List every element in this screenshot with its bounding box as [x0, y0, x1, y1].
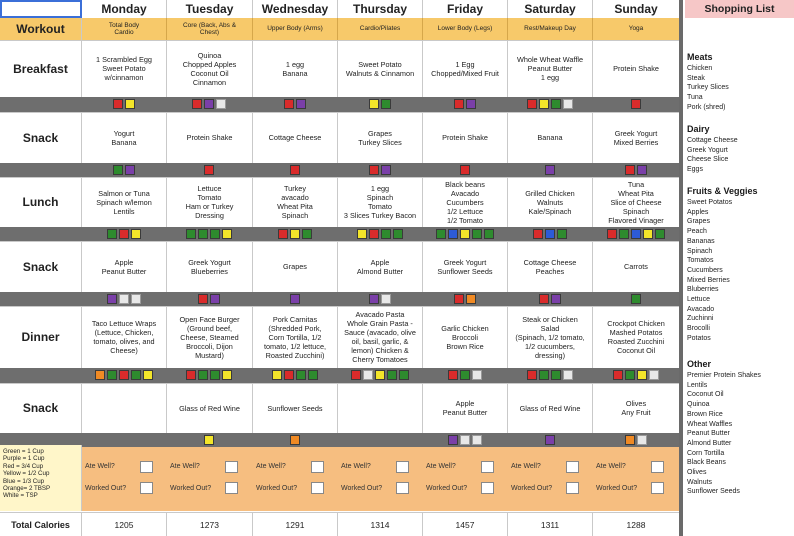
shopping-item[interactable]: Potatos [687, 334, 711, 342]
meal-cell[interactable]: Protein Shake [423, 112, 508, 163]
meal-cell[interactable]: Whole Wheat Waffle Peanut Butter 1 egg [508, 40, 593, 97]
portion-square-green [625, 370, 635, 380]
portion-square-purple [369, 294, 379, 304]
shopping-category-dairy: Dairy [687, 124, 710, 134]
shopping-item[interactable]: Steak [687, 74, 705, 82]
portion-square-red [284, 99, 294, 109]
shopping-item[interactable]: Pork (shred) [687, 103, 726, 111]
calorie-total: 1273 [167, 513, 253, 536]
worked-out-label: Worked Out? [170, 485, 212, 492]
ate-well-checkbox[interactable] [225, 461, 238, 473]
portion-square-green [631, 294, 641, 304]
meal-cell[interactable]: Greek Yogurt Blueberries [167, 241, 253, 292]
portion-band [0, 163, 680, 177]
ate-well-checkbox[interactable] [481, 461, 494, 473]
meal-cell[interactable]: Salmon or Tuna Spinach w/lemon Lentils [82, 177, 167, 227]
ate-well-label: Ate Well? [511, 463, 541, 470]
portion-square-purple [551, 294, 561, 304]
portion-square-red [284, 370, 294, 380]
worked-out-label: Worked Out? [341, 485, 383, 492]
portion-square-green [113, 165, 123, 175]
row-divider [0, 40, 680, 41]
workout-cell[interactable]: Upper Body (Arms) [253, 18, 338, 40]
meal-cell[interactable]: Quinoa Chopped Apples Coconut Oil Cinnamon [167, 40, 253, 97]
shopping-item[interactable]: Brocolli [687, 325, 710, 333]
meal-cell[interactable]: Apple Almond Butter [338, 241, 423, 292]
shopping-item[interactable]: Bananas [687, 237, 715, 245]
portion-square-yellow [369, 99, 379, 109]
shopping-item[interactable]: Cottage Cheese [687, 137, 738, 144]
shopping-item[interactable]: Cucumbers [687, 266, 723, 274]
portion-square-red [186, 370, 196, 380]
shopping-item[interactable]: Peach [687, 228, 707, 236]
day-header-thursday: Thursday [338, 0, 423, 18]
portion-square-white [119, 294, 129, 304]
portion-square-green [436, 229, 446, 239]
meal-label-snack: Snack [0, 112, 82, 163]
meal-cell[interactable]: Steak or Chicken Salad (Spinach, 1/2 tomato, 1/2 cucumbers, dressing) [508, 306, 593, 368]
meal-label-dinner: Dinner [0, 306, 82, 368]
shopping-item[interactable]: Premier Protein Shakes [687, 372, 761, 379]
portion-square-yellow [204, 435, 214, 445]
ate-well-label: Ate Well? [85, 463, 115, 470]
meal-label-lunch: Lunch [0, 177, 82, 227]
portion-square-red [204, 165, 214, 175]
portion-square-purple [545, 435, 555, 445]
portion-square-orange [466, 294, 476, 304]
meal-cell[interactable]: Cottage Cheese Peaches [508, 241, 593, 292]
meal-cell[interactable]: Apple Peanut Butter [423, 383, 508, 433]
portion-band [0, 292, 680, 306]
meal-cell[interactable]: Garlic Chicken Broccoli Brown Rice [423, 306, 508, 368]
shopping-item[interactable]: Mixed Berries [687, 276, 730, 284]
meal-cell[interactable]: Pork Carnitas (Shredded Pork, Corn Tortilla, 1/2 tomato, 1/2 lettuce, Roasted Zucchini) [253, 306, 338, 368]
portion-square-yellow [272, 370, 282, 380]
ate-well-label: Ate Well? [341, 463, 371, 470]
portion-square-white [649, 370, 659, 380]
portion-square-purple [125, 165, 135, 175]
portion-square-green [460, 370, 470, 380]
shopping-item[interactable]: Brown Rice [687, 410, 723, 418]
portion-square-yellow [222, 229, 232, 239]
shopping-item[interactable]: Coconut Oil [687, 391, 724, 399]
meal-cell[interactable]: Crockpot Chicken Mashed Potatos Roasted Zucchini Coconut Oil [593, 306, 680, 368]
portion-square-yellow [143, 370, 153, 380]
shopping-item[interactable]: Zuchinni [687, 315, 714, 323]
row-divider [0, 112, 680, 113]
shopping-item[interactable]: Tuna [687, 94, 703, 102]
worked-out-checkbox[interactable] [651, 482, 664, 494]
ate-well-label: Ate Well? [426, 463, 456, 470]
calorie-total: 1288 [593, 513, 680, 536]
shopping-category-fruits-veggies: Fruits & Veggies [687, 186, 758, 196]
row-divider [0, 383, 680, 384]
shopping-category-meats: Meats [687, 52, 713, 62]
legend-item: Orange= 2 TBSP [3, 485, 51, 493]
worked-out-checkbox[interactable] [311, 482, 324, 494]
row-divider [0, 306, 680, 307]
portion-square-green [131, 370, 141, 380]
portion-square-red [527, 370, 537, 380]
portion-square-green [381, 229, 391, 239]
worked-out-label: Worked Out? [85, 485, 127, 492]
portion-square-purple [466, 99, 476, 109]
portion-square-red [527, 99, 537, 109]
workout-cell[interactable]: Yoga [593, 18, 680, 40]
meal-label-snack: Snack [0, 241, 82, 292]
portion-square-green [107, 370, 117, 380]
portion-square-white [381, 294, 391, 304]
portion-square-red [625, 165, 635, 175]
portion-square-white [216, 99, 226, 109]
portion-square-green [655, 229, 665, 239]
shopping-item[interactable]: Sweet Potatos [687, 199, 733, 206]
worked-out-checkbox[interactable] [396, 482, 409, 494]
shopping-list-title: Shopping List [685, 0, 794, 18]
daily-checklist-area [82, 447, 680, 511]
calorie-total: 1291 [253, 513, 338, 536]
shopping-item[interactable]: Cheese Slice [687, 156, 729, 164]
meal-cell[interactable]: Taco Lettuce Wraps (Lettuce, Chicken, tomato, olives, and Cheese) [82, 306, 167, 368]
ate-well-label: Ate Well? [596, 463, 626, 470]
portion-square-green [302, 229, 312, 239]
portion-square-yellow [539, 99, 549, 109]
portion-square-red [454, 294, 464, 304]
legend-item: White = TSP [3, 492, 38, 500]
legend-item: Yellow = 1/2 Cup [3, 470, 50, 478]
portion-square-green [296, 370, 306, 380]
day-header-friday: Friday [423, 0, 508, 18]
portion-square-red [460, 165, 470, 175]
row-divider [0, 177, 680, 178]
portion-square-red [278, 229, 288, 239]
portion-square-green [539, 370, 549, 380]
meal-cell[interactable]: Cottage Cheese [253, 112, 338, 163]
portion-square-orange [290, 435, 300, 445]
meal-cell[interactable]: 1 Egg Chopped/Mixed Fruit [423, 40, 508, 97]
portion-square-red [113, 99, 123, 109]
shopping-item[interactable]: Bluberries [687, 286, 719, 294]
portion-square-purple [448, 435, 458, 445]
meal-cell[interactable]: Glass of Red Wine [508, 383, 593, 433]
portion-square-white [563, 99, 573, 109]
worked-out-label: Worked Out? [596, 485, 638, 492]
shopping-item[interactable]: Almond Butter [687, 439, 732, 447]
portion-square-red [192, 99, 202, 109]
portion-square-green [472, 229, 482, 239]
meal-label-breakfast: Breakfast [0, 40, 82, 97]
row-divider [0, 241, 680, 242]
portion-band [0, 433, 680, 447]
meal-cell[interactable]: Greek Yogurt Mixed Berries [593, 112, 680, 163]
meal-cell[interactable]: Protein Shake [593, 40, 680, 97]
portion-band [0, 97, 680, 112]
portion-square-yellow [357, 229, 367, 239]
row-divider [0, 512, 680, 513]
portion-square-green [198, 370, 208, 380]
meal-cell[interactable]: Olives Any Fruit [593, 383, 680, 433]
portion-square-red [351, 370, 361, 380]
worked-out-label: Worked Out? [256, 485, 298, 492]
meal-cell[interactable]: Grapes [253, 241, 338, 292]
legend-item: Purple = 1 Cup [3, 455, 45, 463]
portion-square-green [107, 229, 117, 239]
ate-well-checkbox[interactable] [566, 461, 579, 473]
worked-out-checkbox[interactable] [225, 482, 238, 494]
portion-square-blue [631, 229, 641, 239]
shopping-list-panel [683, 0, 794, 536]
meal-cell[interactable]: 1 egg Spinach Tomato 3 Slices Turkey Bacon [338, 177, 423, 227]
total-calories-label: Total Calories [0, 513, 82, 536]
legend-item: Green = 1 Cup [3, 448, 44, 455]
meal-cell[interactable]: 1 egg Banana [253, 40, 338, 97]
shopping-item[interactable]: Peanut Butter [687, 430, 730, 438]
day-header-monday: Monday [82, 0, 167, 18]
portion-square-purple [290, 294, 300, 304]
portion-square-red [454, 99, 464, 109]
portion-square-orange [625, 435, 635, 445]
portion-square-green [210, 229, 220, 239]
portion-square-purple [107, 294, 117, 304]
calorie-total: 1457 [423, 513, 508, 536]
meal-cell[interactable]: Avacado Pasta Whole Grain Pasta - Sauce (avacado, olive oil, basil, garlic, & lemon) Chicken & Cherry Tomatoes [338, 306, 423, 368]
shopping-item[interactable]: Wheat Waffles [687, 420, 733, 428]
day-header-tuesday: Tuesday [167, 0, 253, 18]
portion-square-green [551, 99, 561, 109]
header-corner-cell[interactable] [0, 0, 82, 18]
shopping-item[interactable]: Lentils [687, 381, 708, 389]
portion-square-purple [381, 165, 391, 175]
meal-label-snack: Snack [0, 383, 82, 433]
shopping-item[interactable]: Black Beans [687, 459, 726, 467]
meal-cell[interactable]: 1 Scrambled Egg Sweet Potato w/cinnamon [82, 40, 167, 97]
portion-square-blue [545, 229, 555, 239]
shopping-item[interactable]: Turkey Slices [687, 84, 729, 92]
meal-cell[interactable]: Grapes Turkey Slices [338, 112, 423, 163]
portion-square-white [637, 435, 647, 445]
portion-square-green [210, 370, 220, 380]
portion-square-green [399, 370, 409, 380]
worked-out-checkbox[interactable] [481, 482, 494, 494]
ate-well-checkbox[interactable] [140, 461, 153, 473]
portion-square-green [381, 99, 391, 109]
meal-cell[interactable]: Banana [508, 112, 593, 163]
legend-item: Red = 3/4 Cup [3, 462, 44, 470]
worked-out-checkbox[interactable] [140, 482, 153, 494]
meal-cell[interactable] [338, 383, 423, 433]
shopping-item[interactable]: Avacado [687, 305, 715, 313]
portion-square-white [563, 370, 573, 380]
shopping-item[interactable]: Chicken [687, 65, 713, 72]
workout-cell[interactable]: Total Body Cardio [82, 18, 167, 40]
meal-cell[interactable]: Glass of Red Wine [167, 383, 253, 433]
portion-square-green [308, 370, 318, 380]
shopping-category-other: Other [687, 359, 712, 369]
portion-square-red [290, 165, 300, 175]
shopping-item[interactable]: Olives [687, 469, 707, 476]
shopping-item[interactable]: Quinoa [687, 401, 710, 409]
portion-square-white [460, 435, 470, 445]
portion-square-green [619, 229, 629, 239]
ate-well-label: Ate Well? [256, 463, 286, 470]
portion-square-yellow [637, 370, 647, 380]
portion-square-yellow [290, 229, 300, 239]
meal-cell[interactable]: Turkey avacado Wheat Pita Spinach [253, 177, 338, 227]
portion-square-red [448, 370, 458, 380]
portion-square-purple [204, 99, 214, 109]
portion-square-purple [296, 99, 306, 109]
meal-cell[interactable]: Carrots [593, 241, 680, 292]
meal-cell[interactable]: Protein Shake [167, 112, 253, 163]
shopping-item[interactable]: Tomatos [687, 257, 714, 265]
portion-square-green [551, 370, 561, 380]
portion-square-red [198, 294, 208, 304]
ate-well-checkbox[interactable] [311, 461, 324, 473]
shopping-item[interactable]: Greek Yogurt [687, 146, 728, 154]
worked-out-label: Worked Out? [511, 485, 553, 492]
portion-square-red [369, 165, 379, 175]
shopping-item[interactable]: Apples [687, 208, 709, 216]
portion-square-red [631, 99, 641, 109]
workout-cell[interactable]: Cardio/Pilates [338, 18, 423, 40]
workout-row-label: Workout [0, 18, 82, 40]
calorie-total: 1314 [338, 513, 423, 536]
meal-cell[interactable]: Greek Yogurt Sunflower Seeds [423, 241, 508, 292]
day-header-wednesday: Wednesday [253, 0, 338, 18]
portion-square-green [484, 229, 494, 239]
portion-square-orange [95, 370, 105, 380]
shopping-item[interactable]: Eggs [687, 166, 703, 174]
portion-square-yellow [222, 370, 232, 380]
meal-cell[interactable] [82, 383, 167, 433]
ate-well-label: Ate Well? [170, 463, 200, 470]
legend-item: Blue = 1/3 Cup [3, 477, 45, 485]
meal-cell[interactable]: Apple Peanut Butter [82, 241, 167, 292]
meal-cell[interactable]: Tuna Wheat Pita Slice of Cheese Spinach Flavored Vinager [593, 177, 680, 227]
meal-cell[interactable]: Black beans Avacado Cucumbers 1/2 Lettuce 1/2 Tomato [423, 177, 508, 227]
meal-cell[interactable]: Sweet Potato Walnuts & Cinnamon [338, 40, 423, 97]
portion-square-purple [637, 165, 647, 175]
portion-square-purple [545, 165, 555, 175]
portion-square-white [131, 294, 141, 304]
portion-square-red [119, 370, 129, 380]
portion-square-yellow [460, 229, 470, 239]
day-header-sunday: Sunday [593, 0, 680, 18]
portion-square-yellow [643, 229, 653, 239]
shopping-item[interactable]: Sunflower Seeds [687, 488, 740, 496]
meal-cell[interactable]: Grilled Chicken Walnuts Kale/Spinach [508, 177, 593, 227]
portion-square-green [198, 229, 208, 239]
shopping-item[interactable]: Spinach [687, 247, 713, 255]
meal-cell[interactable]: Lettuce Tomato Ham or Turkey Dressing [167, 177, 253, 227]
workout-cell[interactable]: Core (Back, Abs & Chest) [167, 18, 253, 40]
portion-square-red [119, 229, 129, 239]
calorie-total: 1311 [508, 513, 593, 536]
portion-square-yellow [375, 370, 385, 380]
shopping-item[interactable]: Corn Tortilla [687, 449, 725, 457]
ate-well-checkbox[interactable] [396, 461, 409, 473]
portion-square-red [539, 294, 549, 304]
worked-out-checkbox[interactable] [566, 482, 579, 494]
portion-square-green [186, 229, 196, 239]
portion-square-yellow [131, 229, 141, 239]
shopping-item[interactable]: Lettuce [687, 296, 710, 303]
meal-cell[interactable]: Yogurt Banana [82, 112, 167, 163]
portion-square-red [607, 229, 617, 239]
portion-square-purple [210, 294, 220, 304]
calorie-total: 1205 [82, 513, 167, 536]
portion-square-blue [448, 229, 458, 239]
portion-square-white [472, 370, 482, 380]
shopping-item[interactable]: Walnuts [687, 478, 713, 486]
portion-square-green [557, 229, 567, 239]
meal-cell[interactable]: Sunflower Seeds [253, 383, 338, 433]
portion-square-green [393, 229, 403, 239]
portion-square-red [533, 229, 543, 239]
portion-square-red [369, 229, 379, 239]
day-header-saturday: Saturday [508, 0, 593, 18]
portion-square-white [363, 370, 373, 380]
portion-band [0, 227, 680, 241]
ate-well-checkbox[interactable] [651, 461, 664, 473]
workout-cell[interactable]: Rest/Makeup Day [508, 18, 593, 40]
portion-square-yellow [125, 99, 135, 109]
meal-cell[interactable]: Open Face Burger (Ground beef, Cheese, Steamed Broccoli, Dijon Mustard) [167, 306, 253, 368]
workout-cell[interactable]: Lower Body (Legs) [423, 18, 508, 40]
portion-square-green [387, 370, 397, 380]
portion-square-white [472, 435, 482, 445]
portion-square-red [613, 370, 623, 380]
shopping-item[interactable]: Grapes [687, 218, 710, 226]
worked-out-label: Worked Out? [426, 485, 468, 492]
portion-legend [0, 445, 82, 511]
